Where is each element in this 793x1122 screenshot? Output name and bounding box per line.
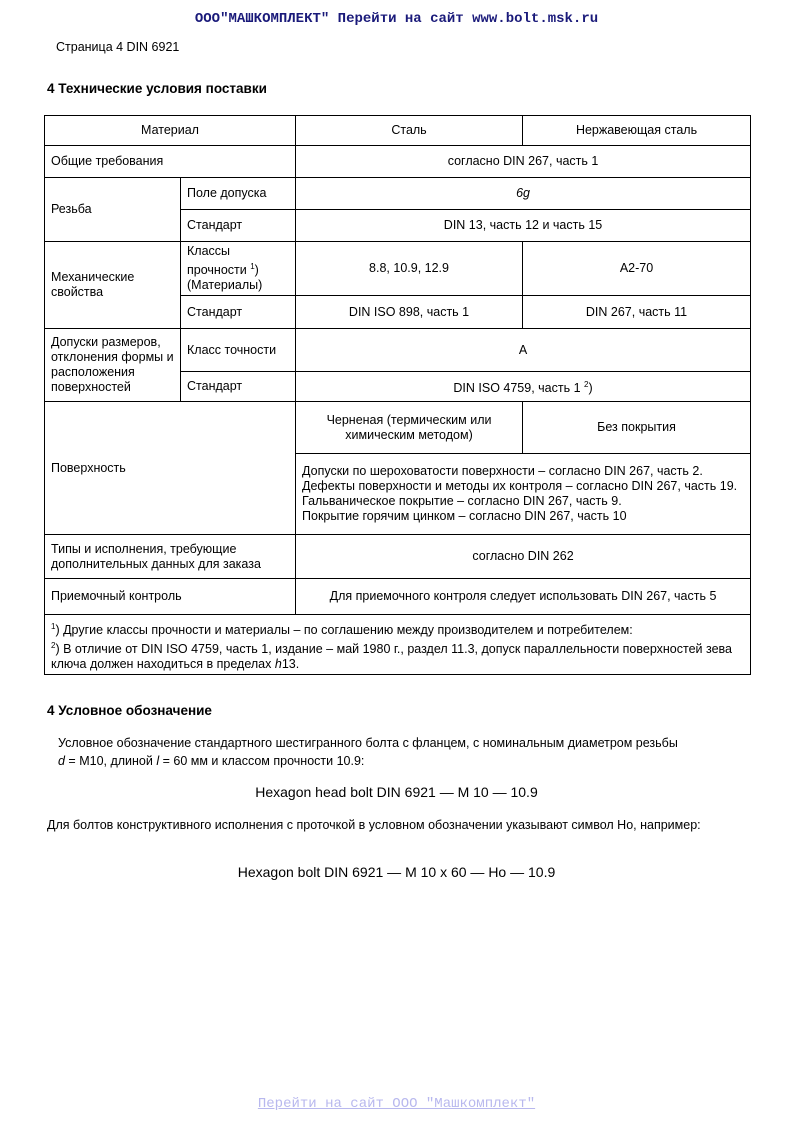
row-label: Резьба [45,178,181,242]
footnote-mark: 1 [51,622,56,632]
text: Классы прочности [187,244,247,278]
footnote-ref: 1 [250,262,255,271]
text: = M10, длиной [64,754,157,768]
row-label: Механические свойства [45,242,181,329]
header-link[interactable]: ООО"МАШКОМПЛЕКТ" Перейти на сайт www.bolt.msk.ru [194,11,599,27]
cell-value: DIN 267, часть 11 [523,296,751,329]
cell-value: A2-70 [523,242,751,296]
text: l [156,754,160,768]
text: d [58,754,65,768]
table-footnotes [45,615,751,675]
text: Допуски по шероховатости поверхности – согласно DIN 267, часть 2. [302,464,703,479]
text: = 60 мм и классом прочности 10.9: [159,754,365,768]
designation-example-2: Hexagon bolt DIN 6921 — M 10 x 60 — Ho — 10.9 [237,864,556,880]
text: ) [254,263,259,278]
surface-requirements [296,454,751,535]
cell-value: Черненая (термическим или химическим методом) [296,402,523,454]
footnote-ref: 2 [584,380,589,390]
groove-paragraph: Для болтов конструктивного исполнения с проточкой в условном обозначении указывают символ Ho, например: [47,818,701,832]
cell-value: Для приемочного контроля следует использовать DIN 267, часть 5 [296,579,751,615]
text: DIN ISO 4759, часть 1 [453,381,581,396]
text: Гальваническое покрытие – согласно DIN 267, часть 9. [302,494,622,509]
cell-value: DIN ISO 898, часть 1 [296,296,523,329]
section-title: 4 Технические условия поставки [47,81,267,96]
text: 13. [281,657,300,672]
header-steel: Сталь [296,116,523,146]
sub-label: Поле допуска [181,178,296,210]
text: Дефекты поверхности и методы их контроля – согласно DIN 267, часть 19. [302,479,738,494]
header-material: Материал [45,116,296,146]
designation-example-1: Hexagon head bolt DIN 6921 — M 10 — 10.9 [255,784,538,800]
header-stainless: Нержавеющая сталь [523,116,751,146]
sub-label: Стандарт [181,296,296,329]
cell-value: A [296,329,751,372]
cell-value: согласно DIN 262 [296,535,751,579]
cell-value [296,372,751,402]
text: ) [588,381,593,396]
sub-label [181,242,296,296]
cell-value: Без покрытия [523,402,751,454]
sub-label: Стандарт [181,372,296,402]
text: Покрытие горячим цинком – согласно DIN 267, часть 10 [302,509,627,524]
cell-value: 6g [296,178,751,210]
designation-paragraph [58,734,758,770]
delivery-conditions-table [44,115,751,675]
footnote-mark: 2 [51,641,56,651]
page-label: Страница 4 DIN 6921 [56,40,180,54]
cell-value: DIN 13, часть 12 и часть 15 [296,210,751,242]
footnote-1: ) Другие классы прочности и материалы – по соглашению между производителем и потребителем: [55,623,633,638]
section-title: 4 Условное обозначение [47,703,212,718]
cell-value: согласно DIN 267, часть 1 [296,146,751,178]
text: Условное обозначение стандартного шестигранного болта с фланцем, с номинальным диаметром резьбы [58,736,678,750]
text: h [274,657,282,672]
row-label: Общие требования [45,146,296,178]
cell-value: 8.8, 10.9, 12.9 [296,242,523,296]
row-label: Поверхность [45,402,296,535]
footnote-2: ) В отличие от DIN ISO 4759, часть 1, издание – май 1980 г., раздел 11.3, допуск параллельности поверхностей зева ключа должен находиться в пределах [51,642,732,672]
text: (Материалы) [187,278,263,293]
row-label: Допуски размеров, отклонения формы и расположения поверхностей [45,329,181,402]
row-label: Типы и исполнения, требующие дополнительных данных для заказа [45,535,296,579]
row-label: Приемочный контроль [45,579,296,615]
sub-label: Класс точности [181,329,296,372]
footer-link[interactable]: Перейти на сайт ООО "Машкомплект" [257,1096,536,1112]
sub-label: Стандарт [181,210,296,242]
